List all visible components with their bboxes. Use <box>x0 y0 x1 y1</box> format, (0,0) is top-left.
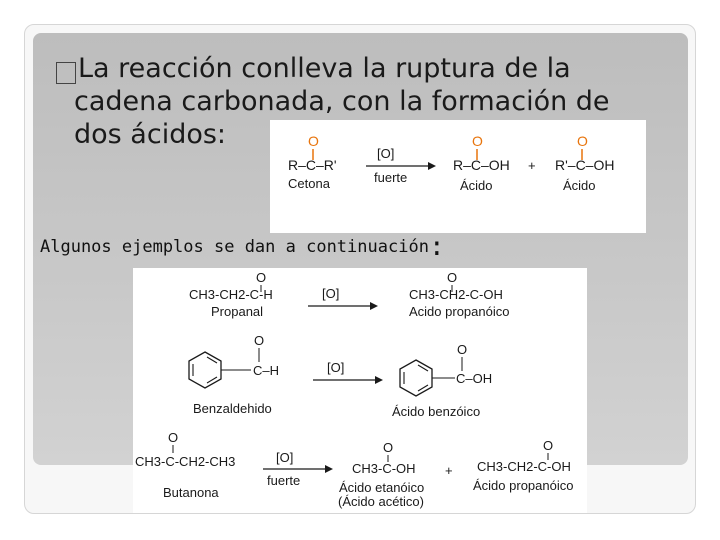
bullet-box-icon <box>56 62 76 84</box>
ex3-arrowhead <box>325 465 333 473</box>
ex2-arrowhead <box>375 376 383 384</box>
ketone-formula: R–C–R' <box>288 157 337 173</box>
ex3-product1-oxygen: O <box>383 440 394 455</box>
ex3-product2-label: Ácido propanóico <box>473 478 574 493</box>
ex1-product: CH3-CH2-C-OH <box>409 287 503 302</box>
ex2-product-group: C–OH <box>456 371 493 386</box>
ex3-reactant-oxygen: O <box>168 430 179 445</box>
ex3-product1-label: Ácido etanóico <box>339 480 425 495</box>
reaction-arrowhead <box>428 162 436 170</box>
ex1-oxidant: [O] <box>322 286 340 301</box>
condition-label: fuerte <box>374 170 408 185</box>
examples-intro <box>40 232 445 262</box>
ex2-oxidant: [O] <box>327 360 345 375</box>
acid1-label: Ácido <box>460 178 493 193</box>
oxidant-label: [O] <box>377 146 395 161</box>
ex2-reactant-oxygen: O <box>254 333 265 348</box>
ex3-plus: + <box>445 463 453 478</box>
general-reaction-figure <box>270 120 646 233</box>
ex1-reactant: CH3-CH2-C-H <box>189 287 273 302</box>
ex1-reactant-oxygen: O <box>256 270 267 285</box>
acid2-oxygen: O <box>577 133 588 149</box>
ex3-oxidant: [O] <box>276 450 294 465</box>
bullet-line-1: La reacción conlleva la ruptura de la <box>78 53 571 84</box>
examples-svg <box>133 268 587 513</box>
ex3-reactant: CH3-C-CH2-CH3 <box>135 454 236 469</box>
ex1-arrowhead <box>370 302 378 310</box>
bullet-line-3: dos ácidos: <box>74 119 227 150</box>
acid1-oxygen: O <box>472 133 483 149</box>
ex2-product-label: Ácido benzóico <box>392 404 481 419</box>
benzene-ring-reactant <box>189 352 221 388</box>
examples-figure <box>133 268 587 513</box>
ex2-reactant-group: C–H <box>253 363 280 378</box>
ex3-reactant-label: Butanona <box>163 485 219 500</box>
ex2-reactant-label: Benzaldehido <box>193 401 272 416</box>
ex3-product2: CH3-CH2-C-OH <box>477 459 571 474</box>
plus-sign: + <box>528 158 536 173</box>
examples-intro-colon: : <box>428 232 445 262</box>
ex2-product-oxygen: O <box>457 342 468 357</box>
ex3-product2-oxygen: O <box>543 438 554 453</box>
general-reaction-svg <box>270 120 646 233</box>
ex1-product-oxygen: O <box>447 270 458 285</box>
ex1-product-label: Acido propanóico <box>409 304 510 319</box>
bullet-line-2: cadena carbonada, con la formación de <box>74 86 610 117</box>
acid2-formula: R'–C–OH <box>555 157 615 173</box>
ex3-condition: fuerte <box>267 473 301 488</box>
ex1-reactant-label: Propanal <box>211 304 264 319</box>
ex3-product1: CH3-C-OH <box>352 461 416 476</box>
ketone-oxygen: O <box>308 133 319 149</box>
acid1-formula: R–C–OH <box>453 157 510 173</box>
examples-intro-text: Algunos ejemplos se dan a continuación <box>40 237 429 257</box>
ex3-product1-label-2: (Ácido acético) <box>338 494 424 509</box>
benzene-ring-product <box>400 360 432 396</box>
acid2-label: Ácido <box>563 178 596 193</box>
ketone-label: Cetona <box>288 176 330 191</box>
